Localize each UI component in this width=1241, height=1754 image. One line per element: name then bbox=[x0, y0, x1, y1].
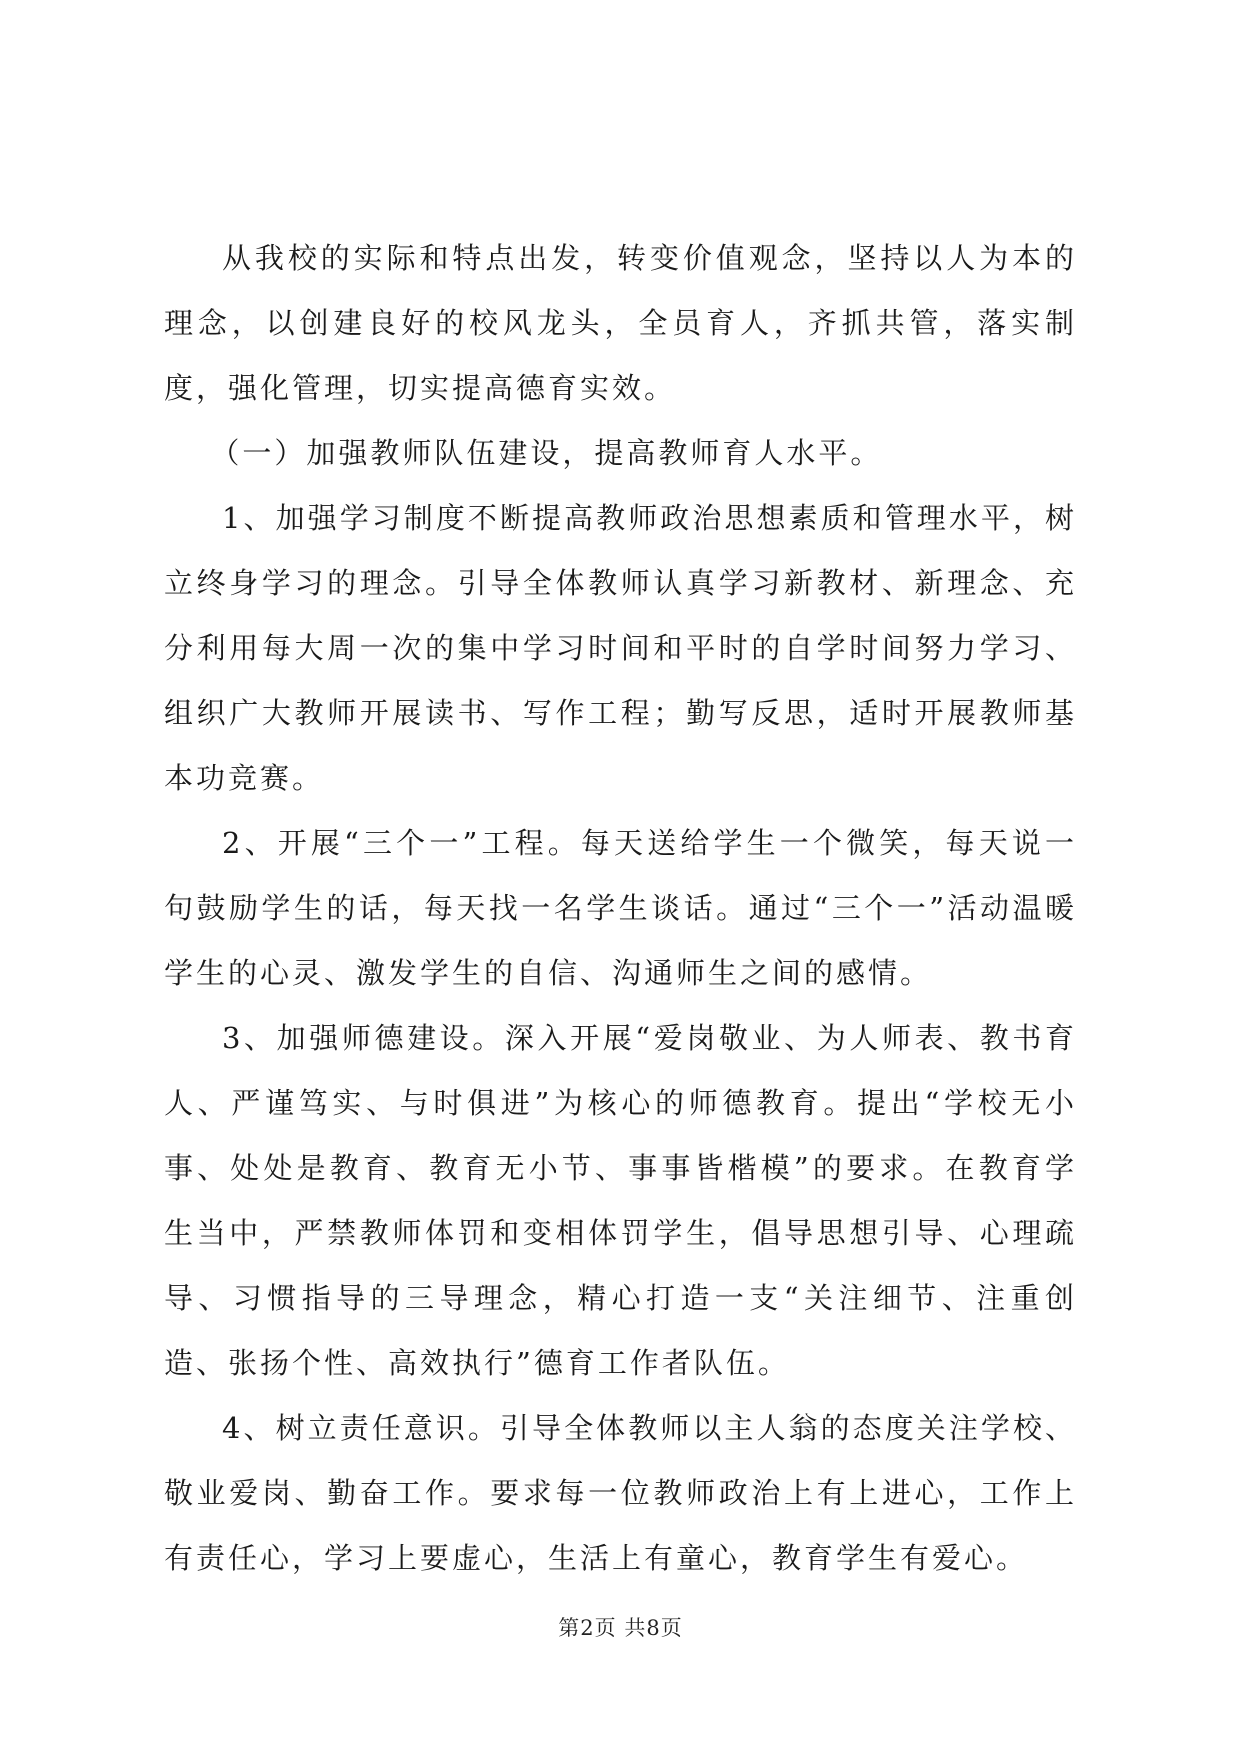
paragraph-item-4: 4、树立责任意识。引导全体教师以主人翁的态度关注学校、敬业爱岗、勤奋工作。要求每一位教师政治上有上进心，工作上有责任心，学习上要虚心，生活上有童心，教育学生有爱心。 bbox=[164, 1411, 1077, 1575]
paragraph-intro: 从我校的实际和特点出发，转变价值观念，坚持以人为本的理念，以创建良好的校风龙头，全员育人，齐抓共管，落实制度，强化管理，切实提高德育实效。 bbox=[164, 241, 1077, 405]
document-body bbox=[164, 226, 1077, 1591]
paragraph-item-1: 1、加强学习制度不断提高教师政治思想素质和管理水平，树立终身学习的理念。引导全体教师认真学习新教材、新理念、充分利用每大周一次的集中学习时间和平时的自学时间努力学习、组织广大教师开展读书、写作工程；勤写反思，适时开展教师基本功竞赛。 bbox=[164, 501, 1077, 795]
page-number-footer: 第2页 共8页 bbox=[558, 1616, 683, 1640]
paragraph-item-2: 2、开展“三个一”工程。每天送给学生一个微笑，每天说一句鼓励学生的话，每天找一名学生谈话。通过“三个一”活动温暖学生的心灵、激发学生的自信、沟通师生之间的感情。 bbox=[164, 826, 1077, 990]
section-heading: （一）加强教师队伍建设，提高教师育人水平。 bbox=[210, 436, 883, 470]
paragraph-item-3: 3、加强师德建设。深入开展“爱岗敬业、为人师表、教书育人、严谨笃实、与时俱进”为核心的师德教育。提出“学校无小事、处处是教育、教育无小节、事事皆楷模”的要求。在教育学生当中，严禁教师体罚和变相体罚学生，倡导思想引导、心理疏导、习惯指导的三导理念，精心打造一支“关注细节、注重创造、张扬个性、高效执行”德育工作者队伍。 bbox=[164, 1021, 1077, 1380]
